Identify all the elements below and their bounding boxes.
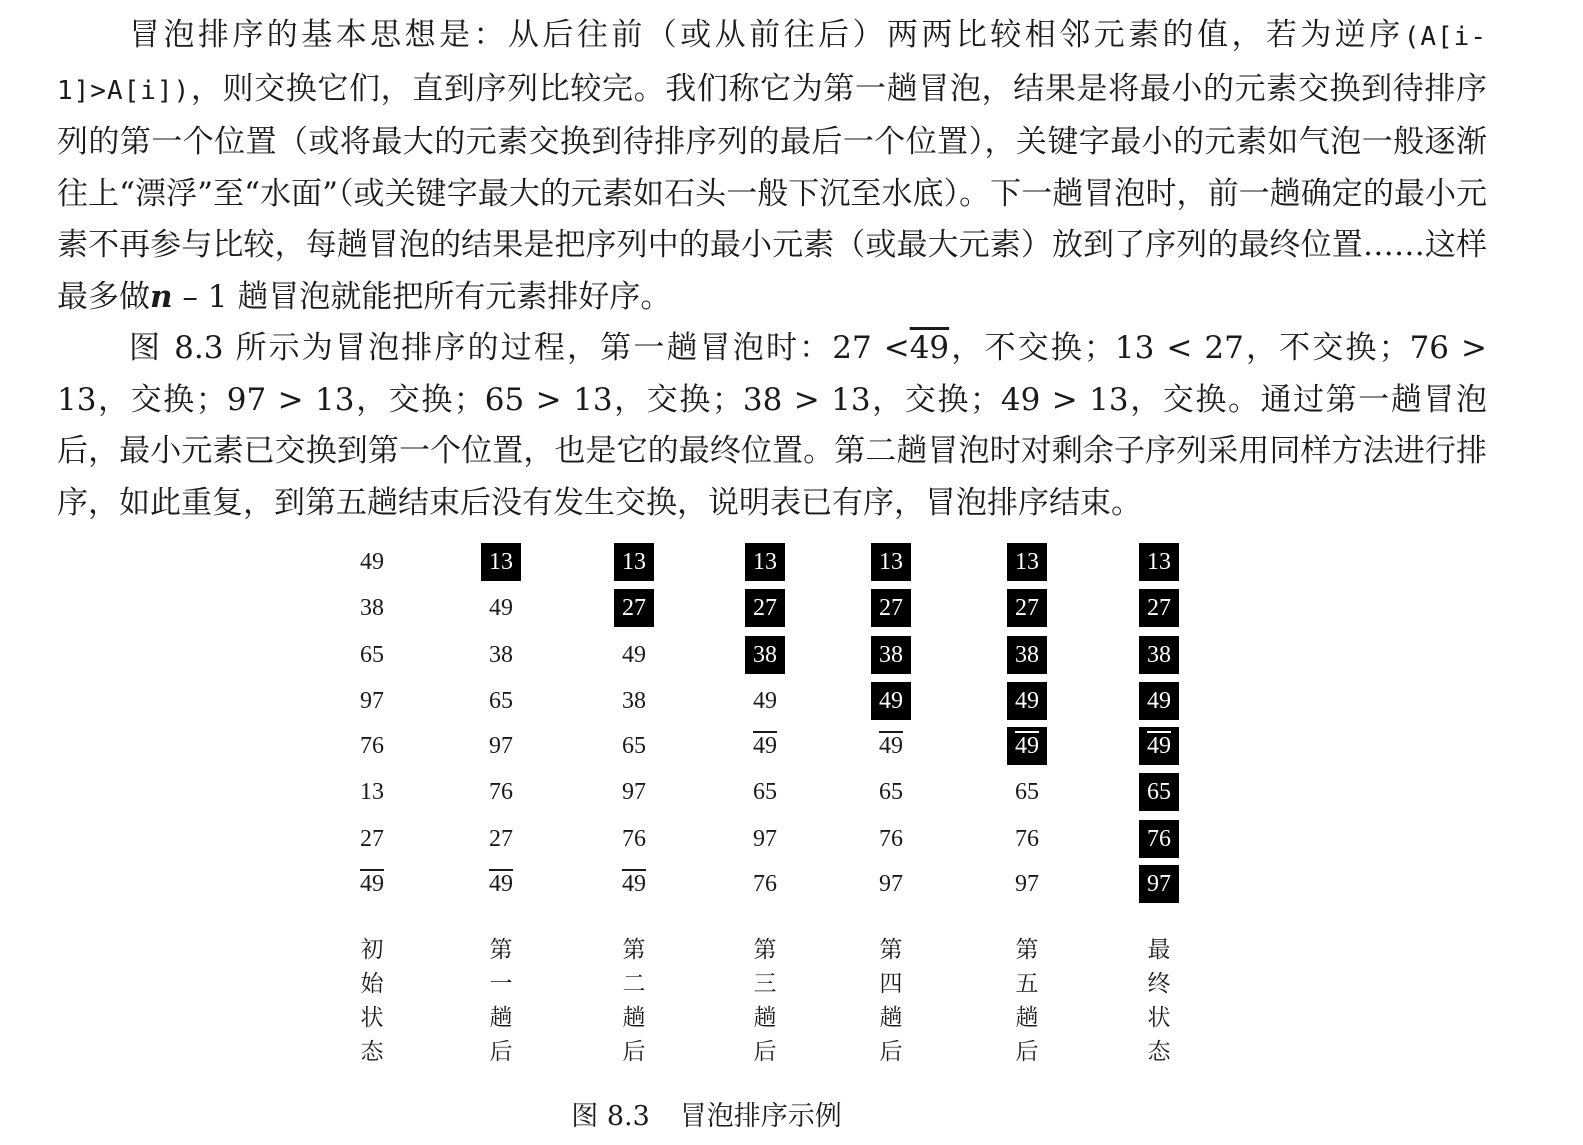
paragraph-2 (57, 323, 1487, 529)
sequence-cell (1139, 727, 1179, 765)
cell-value: 97 (622, 778, 646, 805)
column-label-char: 一 (489, 971, 513, 997)
column-label-char: 第 (489, 937, 513, 963)
cell-value: 97 (360, 687, 384, 714)
sequence-cell (1139, 820, 1179, 858)
cell-value: 49 (360, 548, 384, 575)
sequence-cell (871, 865, 911, 903)
column-label (745, 933, 785, 1069)
sequence-cell (1007, 543, 1047, 581)
cell-value: 49 (489, 594, 513, 621)
sequence-cell (745, 773, 785, 811)
column-label-char: 终 (1147, 971, 1171, 997)
cell-value: 97 (753, 825, 777, 852)
caption-title: 冒泡排序示例 (679, 1101, 842, 1132)
sequence-cell (1007, 636, 1047, 674)
cell-value: 27 (489, 825, 513, 852)
column-label (1007, 933, 1047, 1069)
sequence-cell (871, 589, 911, 627)
column-label-char: 五 (1015, 971, 1039, 997)
p1-code: (A[i-1]>A[i]) (57, 22, 1487, 106)
cell-value: 65 (753, 778, 777, 805)
cell-value: 13 (489, 548, 513, 575)
column-label (481, 933, 521, 1069)
cell-value: 49 (879, 687, 903, 714)
sequence-cell (1139, 773, 1179, 811)
column-label-char: 后 (489, 1039, 513, 1065)
cell-value: 65 (879, 778, 903, 805)
sequence-cell (352, 820, 392, 858)
column-label-char: 后 (622, 1039, 646, 1065)
cell-value: 27 (360, 825, 384, 852)
column-label-char: 趟 (753, 1005, 777, 1031)
cell-value: 27 (1147, 594, 1171, 621)
sequence-cell (481, 682, 521, 720)
cell-value: 49 (1147, 732, 1171, 759)
cell-value: 65 (1147, 778, 1171, 805)
column-label-char: 初 (360, 937, 384, 963)
cell-value: 97 (879, 870, 903, 897)
column-label-char: 第 (879, 937, 903, 963)
cell-value: 65 (622, 732, 646, 759)
sequence-cell (481, 773, 521, 811)
column-label-char: 后 (879, 1039, 903, 1065)
column-label (871, 933, 911, 1069)
sequence-cell (1139, 865, 1179, 903)
cell-value: 49 (753, 732, 777, 759)
cell-value: 13 (622, 548, 646, 575)
sequence-cell (352, 865, 392, 903)
column-label (614, 933, 654, 1069)
cell-value: 27 (1015, 594, 1039, 621)
p1-text-1: 冒泡排序的基本思想是：从后往前（或从前往后）两两比较相邻元素的值，若为逆序 (129, 17, 1404, 53)
column-label-char: 后 (753, 1039, 777, 1065)
cell-value: 76 (1147, 825, 1171, 852)
p2-bar-49: 49 (909, 330, 950, 366)
sequence-cell (1007, 589, 1047, 627)
column-label-char: 第 (753, 937, 777, 963)
cell-value: 13 (879, 548, 903, 575)
column-label-char: 趟 (1015, 1005, 1039, 1031)
column-label-char: 二 (622, 971, 646, 997)
cell-value: 38 (1147, 641, 1171, 668)
column-label-char: 第 (1015, 937, 1039, 963)
sequence-cell (614, 543, 654, 581)
cell-value: 49 (489, 870, 513, 897)
sequence-cell (614, 727, 654, 765)
figure-caption (0, 1094, 1583, 1133)
column-label-char: 趟 (622, 1005, 646, 1031)
cell-value: 49 (753, 687, 777, 714)
sequence-cell (1139, 682, 1179, 720)
cell-value: 76 (489, 778, 513, 805)
cell-value: 65 (360, 641, 384, 668)
cell-value: 76 (753, 870, 777, 897)
column-label-char: 状 (360, 1005, 384, 1031)
column-label (352, 933, 392, 1069)
sequence-cell (871, 773, 911, 811)
column-label-char: 趟 (879, 1005, 903, 1031)
cell-value: 76 (879, 825, 903, 852)
sequence-cell (745, 682, 785, 720)
sequence-cell (871, 820, 911, 858)
column-label-char: 最 (1147, 937, 1171, 963)
sequence-cell (614, 636, 654, 674)
sequence-cell (481, 636, 521, 674)
column-label-char: 第 (622, 937, 646, 963)
sequence-cell (745, 865, 785, 903)
cell-value: 27 (879, 594, 903, 621)
sequence-cell (1139, 543, 1179, 581)
caption-number: 图 8.3 (571, 1101, 650, 1132)
sequence-cell (1007, 682, 1047, 720)
cell-value: 27 (753, 594, 777, 621)
column-label-char: 态 (360, 1039, 384, 1065)
cell-value: 38 (489, 641, 513, 668)
paragraph-1 (57, 10, 1487, 323)
sequence-cell (481, 727, 521, 765)
sequence-cell (1139, 589, 1179, 627)
cell-value: 49 (622, 641, 646, 668)
cell-value: 38 (622, 687, 646, 714)
sequence-cell (352, 682, 392, 720)
p1-text-3: – 1 趟冒泡就能把所有元素排好序。 (172, 278, 672, 315)
column-label-char: 趟 (489, 1005, 513, 1031)
sequence-cell (745, 820, 785, 858)
cell-value: 13 (360, 778, 384, 805)
cell-value: 97 (1147, 870, 1171, 897)
sequence-cell (481, 865, 521, 903)
cell-value: 13 (753, 548, 777, 575)
text-block (57, 10, 1487, 529)
sequence-cell (481, 820, 521, 858)
sequence-cell (1139, 636, 1179, 674)
sequence-cell (481, 589, 521, 627)
cell-value: 13 (1015, 548, 1039, 575)
cell-value: 27 (622, 594, 646, 621)
sequence-cell (1007, 727, 1047, 765)
sequence-cell (352, 636, 392, 674)
column-label-char: 后 (1015, 1039, 1039, 1065)
sequence-cell (614, 773, 654, 811)
sequence-cell (871, 636, 911, 674)
column-label-char: 三 (753, 971, 777, 997)
sequence-cell (745, 727, 785, 765)
sequence-cell (614, 589, 654, 627)
sequence-cell (1007, 773, 1047, 811)
cell-value: 97 (1015, 870, 1039, 897)
cell-value: 49 (360, 870, 384, 897)
cell-value: 65 (489, 687, 513, 714)
cell-value: 38 (879, 641, 903, 668)
sequence-cell (871, 727, 911, 765)
column-label (1139, 933, 1179, 1069)
cell-value: 97 (489, 732, 513, 759)
sequence-cell (352, 727, 392, 765)
cell-value: 13 (1147, 548, 1171, 575)
p2-text-2: ，不交换；13 < 27，不交换；76 > 13，交换；97 > 13，交换；65 > 13，交换；38 > 13，交换；49 > 13，交换。通过第一趟冒泡后，最小元素已交换到第一个位置，也是它的最终位置。第二趟冒泡时对剩余子序列采用同样方法进行排序，如此重复，到第五趟结束后没有发生交换，说明表已有序，冒泡排序结束。 (57, 330, 1487, 521)
sequence-cell (871, 682, 911, 720)
cell-value: 49 (622, 870, 646, 897)
cell-value: 38 (753, 641, 777, 668)
sequence-cell (1007, 820, 1047, 858)
sequence-cell (481, 543, 521, 581)
sequence-cell (352, 543, 392, 581)
cell-value: 49 (1015, 732, 1039, 759)
sequence-cell (745, 543, 785, 581)
column-label-char: 态 (1147, 1039, 1171, 1065)
p1-text-2: ，则交换它们，直到序列比较完。我们称它为第一趟冒泡，结果是将最小的元素交换到待排序列的第一个位置（或将最大的元素交换到待排序列的最后一个位置），关键字最小的元素如气泡一般逐渐往上“漂浮”至“水面”（或关键字最大的元素如石头一般下沉至水底）。下一趟冒泡时，前一趟确定的最小元素不再参与比较，每趟冒泡的结果是把序列中的最小元素（或最大元素）放到了序列的最终位置……这样最多做 (57, 70, 1487, 315)
sequence-cell (614, 865, 654, 903)
p2-text-1: 图 8.3 所示为冒泡排序的过程，第一趟冒泡时：27 < (129, 330, 910, 366)
cell-value: 76 (622, 825, 646, 852)
cell-value: 49 (879, 732, 903, 759)
sequence-cell (745, 589, 785, 627)
cell-value: 49 (1015, 687, 1039, 714)
column-label-char: 四 (879, 971, 903, 997)
sequence-cell (745, 636, 785, 674)
p1-n-var: n (150, 278, 173, 315)
sequence-cell (614, 820, 654, 858)
cell-value: 49 (1147, 687, 1171, 714)
cell-value: 76 (1015, 825, 1039, 852)
sequence-cell (614, 682, 654, 720)
column-label-char: 状 (1147, 1005, 1171, 1031)
cell-value: 38 (1015, 641, 1039, 668)
cell-value: 38 (360, 594, 384, 621)
sequence-cell (871, 543, 911, 581)
cell-value: 76 (360, 732, 384, 759)
sequence-cell (1007, 865, 1047, 903)
column-label-char: 始 (360, 971, 384, 997)
sequence-cell (352, 589, 392, 627)
sequence-cell (352, 773, 392, 811)
cell-value: 65 (1015, 778, 1039, 805)
